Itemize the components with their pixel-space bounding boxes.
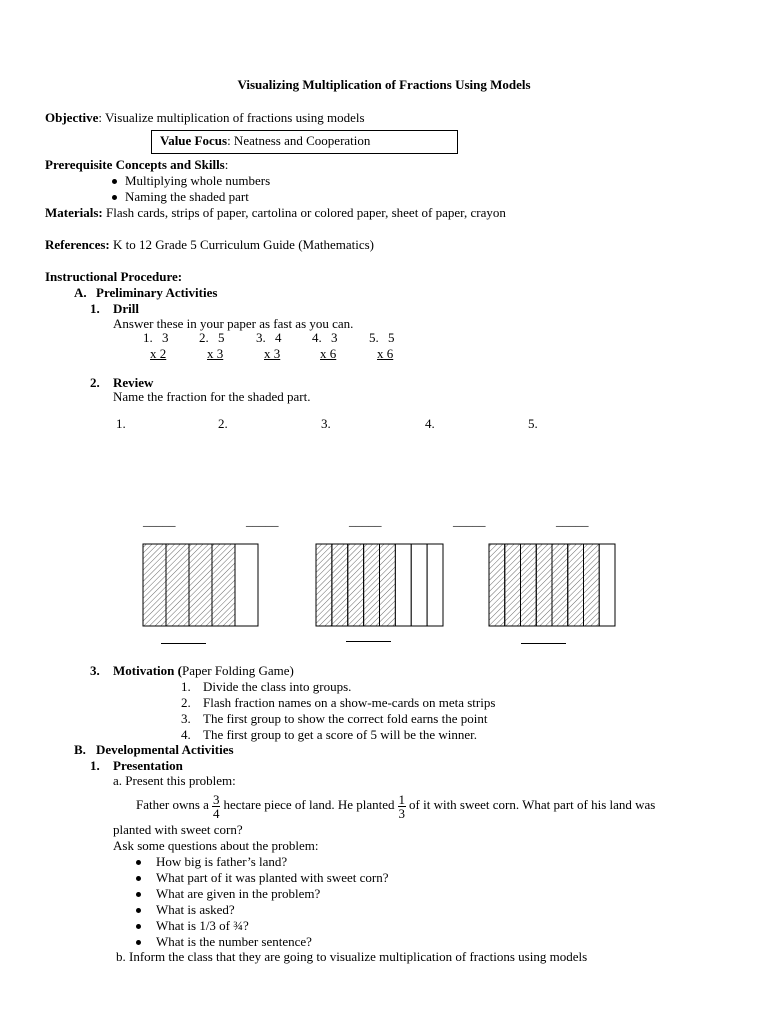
strip-part-unshaded (427, 544, 443, 626)
drill-problem-top: 3 (162, 330, 169, 345)
drill-problem-label: 5. (369, 330, 379, 345)
motivation-step-text: The first group to get a score of 5 will be the winner. (203, 727, 478, 742)
motivation-step-text: The first group to show the correct fold earns the point (203, 711, 488, 726)
drill-problem-label: 1. (143, 330, 153, 345)
answer-line (346, 641, 391, 642)
question-text: What part of it was planted with sweet corn? (156, 870, 389, 885)
answer-blank: _____ (453, 513, 486, 528)
drill-problem-bottom: x 3 (264, 346, 281, 361)
review-number: 2. (90, 375, 100, 390)
strip-part-shaded (521, 544, 537, 626)
section-a-number: A. (74, 285, 87, 300)
motivation-subtitle: Paper Folding Game) (181, 663, 294, 678)
word-problem-continued: planted with sweet corn? (113, 822, 243, 837)
drill-problem-bottom: x 6 (320, 346, 337, 361)
word-problem-text: of it with sweet corn. What part of his land was (409, 797, 656, 812)
review-item-number: 4. (425, 416, 435, 431)
strip-part-unshaded (599, 544, 615, 626)
review-title: Review (113, 375, 154, 390)
section-b-title: Developmental Activities (96, 742, 234, 757)
prerequisite-item-text: Multiplying whole numbers (125, 173, 271, 188)
drill-instruction: Answer these in your paper as fast as you can. (113, 316, 354, 331)
motivation-step-number: 1. (181, 679, 191, 694)
ask-questions-intro: Ask some questions about the problem: (113, 838, 319, 853)
drill-problem-label: 2. (199, 330, 209, 345)
review-item-number: 1. (116, 416, 126, 431)
drill-problem-bottom: x 6 (377, 346, 394, 361)
prerequisite-item-text: Naming the shaded part (125, 189, 249, 204)
question-item (136, 934, 312, 950)
presentation-title: Presentation (113, 758, 183, 773)
question-item (136, 902, 235, 918)
motivation-step-text: Flash fraction names on a show-me-cards on meta strips (203, 695, 496, 710)
question-text: How big is father’s land? (156, 854, 288, 869)
presentation-number: 1. (90, 758, 100, 773)
review-instruction: Name the fraction for the shaded part. (113, 389, 311, 404)
drill-problem-top: 5 (218, 330, 225, 345)
strip-part-shaded (348, 544, 364, 626)
strip-part-unshaded (395, 544, 411, 626)
answer-blank: _____ (246, 513, 279, 528)
bullet-icon (136, 924, 141, 929)
strip-part-shaded (189, 544, 212, 626)
strip-part-shaded (166, 544, 189, 626)
objective-label: Objective (45, 110, 99, 125)
word-problem-text: Father owns a (136, 797, 209, 812)
bullet-icon (136, 940, 141, 945)
strip-part-shaded (489, 544, 505, 626)
motivation-step-number: 4. (181, 727, 191, 742)
procedure-heading: Instructional Procedure: (45, 269, 183, 284)
fraction-denominator: 4 (212, 805, 220, 821)
question-text: What is asked? (156, 902, 235, 917)
motivation-title: Motivation ( (113, 663, 182, 678)
references-label: References: (45, 237, 110, 252)
strip-part-unshaded (411, 544, 427, 626)
answer-blank: _____ (349, 513, 382, 528)
page-title: Visualizing Multiplication of Fractions Using Models (237, 77, 531, 92)
answer-line (521, 643, 566, 644)
strip-part-shaded (568, 544, 584, 626)
section-a-title: Preliminary Activities (96, 285, 218, 300)
fraction-three-fourths (212, 793, 221, 820)
drill-problem-label: 4. (312, 330, 322, 345)
presentation-step-b: b. Inform the class that they are going to visualize multiplication of fractions using models (116, 949, 588, 964)
strip-part-shaded (143, 544, 166, 626)
word-problem-text: hectare piece of land. He planted (223, 797, 395, 812)
drill-problem-bottom: x 3 (207, 346, 224, 361)
drill-problem-top: 5 (388, 330, 395, 345)
fraction-numerator: 1 (398, 791, 406, 807)
fraction-denominator: 3 (398, 805, 406, 821)
value-focus-label: Value Focus (160, 133, 228, 148)
answer-blank: _____ (143, 513, 176, 528)
section-b-number: B. (74, 742, 86, 757)
prerequisite-label: Prerequisite Concepts and Skills (45, 157, 225, 172)
references-text: K to 12 Grade 5 Curriculum Guide (Mathematics) (109, 237, 374, 252)
answer-line (161, 643, 206, 644)
drill-problem-bottom: x 2 (150, 346, 167, 361)
strip-part-shaded (212, 544, 235, 626)
answer-blank: _____ (556, 513, 589, 528)
question-item (136, 870, 388, 886)
motivation-step-number: 3. (181, 711, 191, 726)
bullet-icon (136, 860, 141, 865)
drill-problem-label: 3. (256, 330, 266, 345)
question-text: What are given in the problem? (156, 886, 321, 901)
strip-part-shaded (364, 544, 380, 626)
strip-part-unshaded (235, 544, 258, 626)
bullet-icon (136, 876, 141, 881)
drill-title: Drill (113, 301, 139, 316)
strip-part-shaded (380, 544, 396, 626)
bullet-icon (136, 892, 141, 897)
strip-part-shaded (505, 544, 521, 626)
materials-text: Flash cards, strips of paper, cartolina or colored paper, sheet of paper, crayon (102, 205, 506, 220)
review-item-number: 5. (528, 416, 538, 431)
strip-part-shaded (552, 544, 568, 626)
question-item (136, 886, 320, 902)
bullet-icon (136, 908, 141, 913)
review-item-number: 2. (218, 416, 228, 431)
word-problem (136, 790, 655, 820)
question-text: What is 1/3 of ¾? (156, 918, 249, 933)
strip-part-shaded (584, 544, 600, 626)
strip-part-shaded (332, 544, 348, 626)
motivation-number: 3. (90, 663, 100, 678)
strip-part-shaded (536, 544, 552, 626)
presentation-step-a: a. Present this problem: (113, 773, 236, 788)
question-item (136, 854, 287, 870)
value-focus-text: : Neatness and Cooperation (227, 133, 371, 148)
question-text: What is the number sentence? (156, 934, 312, 949)
drill-number: 1. (90, 301, 100, 316)
objective-text: : Visualize multiplication of fractions using models (98, 110, 365, 125)
prerequisite-colon: : (224, 157, 229, 172)
strip-part-shaded (316, 544, 332, 626)
motivation-step-number: 2. (181, 695, 191, 710)
question-item (136, 918, 249, 934)
motivation-heading (113, 663, 294, 679)
drill-problem-top: 4 (275, 330, 282, 345)
drill-problem-top: 3 (331, 330, 338, 345)
fraction-numerator: 3 (212, 791, 220, 807)
fraction-one-third (398, 793, 407, 820)
materials-label: Materials: (45, 205, 103, 220)
review-item-number: 3. (321, 416, 331, 431)
motivation-step-text: Divide the class into groups. (203, 679, 352, 694)
